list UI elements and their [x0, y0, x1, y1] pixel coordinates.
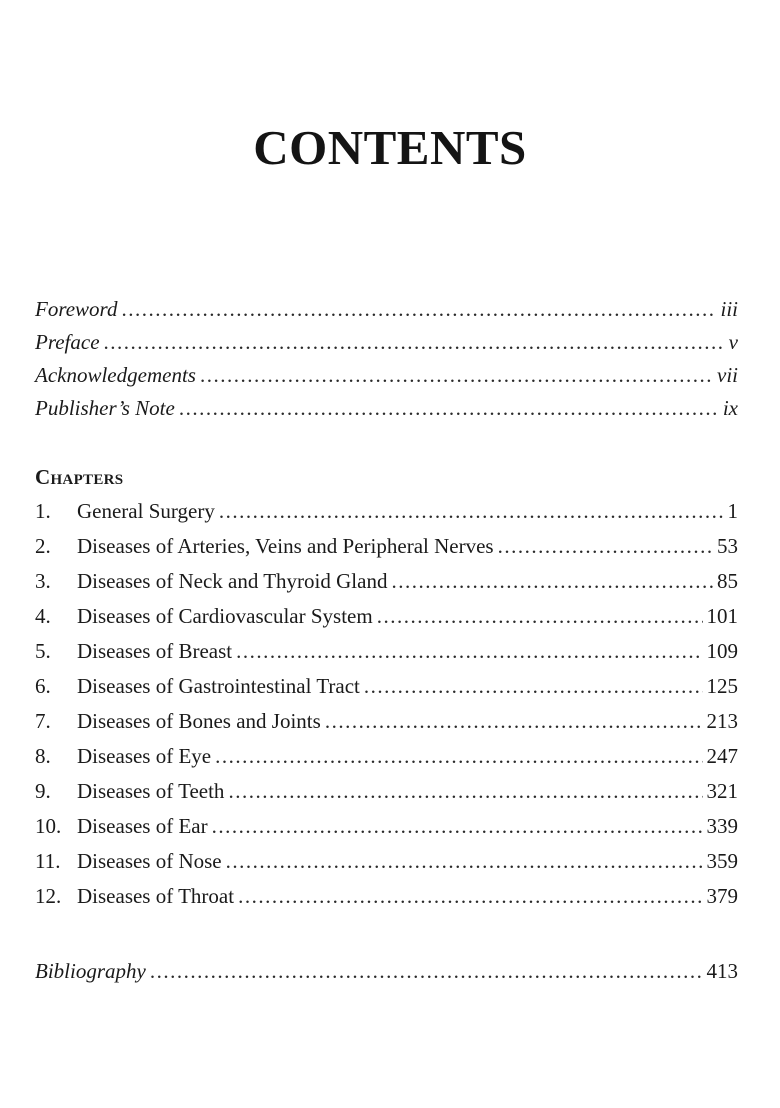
dot-leader	[121, 293, 716, 326]
toc-entry-bibliography[interactable]	[35, 955, 738, 988]
toc-entry-publishers-note[interactable]	[35, 392, 738, 425]
chapter-number: 6.	[35, 674, 51, 698]
chapter-number: 4.	[35, 604, 51, 628]
chapter-page: 125	[706, 674, 738, 698]
chapter-number: 1.	[35, 499, 51, 523]
chapter-title: Diseases of Throat	[77, 884, 235, 908]
chapter-number: 2.	[35, 534, 51, 558]
chapter-entry-6[interactable]	[35, 669, 738, 704]
chapter-title: Diseases of Eye	[77, 744, 212, 768]
chapter-page: 247	[706, 744, 738, 768]
chapter-page: 339	[706, 814, 738, 838]
chapter-number: 7.	[35, 709, 51, 733]
page-title: CONTENTS	[253, 120, 527, 175]
chapter-title: Diseases of Ear	[77, 814, 208, 838]
chapter-title: Diseases of Neck and Thyroid Gland	[77, 569, 388, 593]
chapter-page: 379	[706, 884, 738, 908]
chapter-entry-8[interactable]	[35, 739, 738, 774]
toc-entry-title: Foreword	[35, 297, 118, 321]
toc-entry-page: ix	[722, 396, 738, 420]
chapter-number: 11.	[35, 849, 61, 873]
chapters-heading: Chapters	[35, 465, 124, 489]
chapter-page: 321	[706, 779, 738, 803]
dot-leader	[219, 494, 724, 529]
chapter-title: Diseases of Bones and Joints	[77, 709, 321, 733]
dot-leader	[200, 359, 713, 392]
chapter-entry-12[interactable]	[35, 879, 738, 914]
toc-entry-page: iii	[720, 297, 738, 321]
chapter-entry-1[interactable]	[35, 494, 738, 529]
dot-leader	[391, 564, 713, 599]
toc-entry-title: Acknowledgements	[35, 363, 196, 387]
dot-leader	[364, 669, 703, 704]
toc-entry-title: Preface	[35, 330, 100, 354]
back-matter-list	[35, 955, 738, 988]
chapter-page: 101	[706, 604, 738, 628]
toc-entry-foreword[interactable]	[35, 293, 738, 326]
chapter-title: Diseases of Teeth	[77, 779, 225, 803]
chapter-page: 109	[706, 639, 738, 663]
chapter-title: Diseases of Arteries, Veins and Peripheral Nerves	[77, 534, 494, 558]
chapter-entry-4[interactable]	[35, 599, 738, 634]
toc-entry-page: 413	[706, 959, 738, 983]
dot-leader	[236, 634, 702, 669]
dot-leader	[498, 529, 713, 564]
dot-leader	[179, 392, 719, 425]
chapter-title: Diseases of Nose	[77, 849, 222, 873]
chapter-page: 53	[717, 534, 738, 558]
dot-leader	[228, 774, 702, 809]
chapter-number: 5.	[35, 639, 51, 663]
chapter-entry-11[interactable]	[35, 844, 738, 879]
chapter-number: 9.	[35, 779, 51, 803]
front-matter-list	[35, 293, 738, 425]
dot-leader	[104, 326, 725, 359]
chapter-title: Diseases of Gastrointestinal Tract	[77, 674, 360, 698]
chapter-entry-3[interactable]	[35, 564, 738, 599]
chapter-title: General Surgery	[77, 499, 215, 523]
chapter-title: Diseases of Cardiovascular System	[77, 604, 373, 628]
chapter-number: 8.	[35, 744, 51, 768]
toc-entry-page: vii	[717, 363, 738, 387]
toc-entry-title: Bibliography	[35, 959, 146, 983]
chapter-entry-10[interactable]	[35, 809, 738, 844]
dot-leader	[150, 955, 703, 988]
dot-leader	[325, 704, 703, 739]
chapter-entry-5[interactable]	[35, 634, 738, 669]
chapter-page: 1	[727, 499, 738, 523]
dot-leader	[212, 809, 703, 844]
toc-entry-title: Publisher’s Note	[35, 396, 175, 420]
chapter-page: 85	[717, 569, 738, 593]
chapter-page: 359	[706, 849, 738, 873]
dot-leader	[215, 739, 702, 774]
chapter-entry-7[interactable]	[35, 704, 738, 739]
chapter-entry-9[interactable]	[35, 774, 738, 809]
dot-leader	[238, 879, 702, 914]
chapter-title: Diseases of Breast	[77, 639, 233, 663]
chapter-number: 10.	[35, 814, 62, 838]
chapters-list	[35, 460, 738, 914]
toc-entry-preface[interactable]	[35, 326, 738, 359]
chapter-entry-2[interactable]	[35, 529, 738, 564]
chapter-page: 213	[706, 709, 738, 733]
toc-entry-page: v	[728, 330, 738, 354]
dot-leader	[226, 844, 703, 879]
dot-leader	[377, 599, 703, 634]
toc-entry-acknowledgements[interactable]	[35, 359, 738, 392]
chapter-number: 3.	[35, 569, 51, 593]
chapter-number: 12.	[35, 884, 62, 908]
